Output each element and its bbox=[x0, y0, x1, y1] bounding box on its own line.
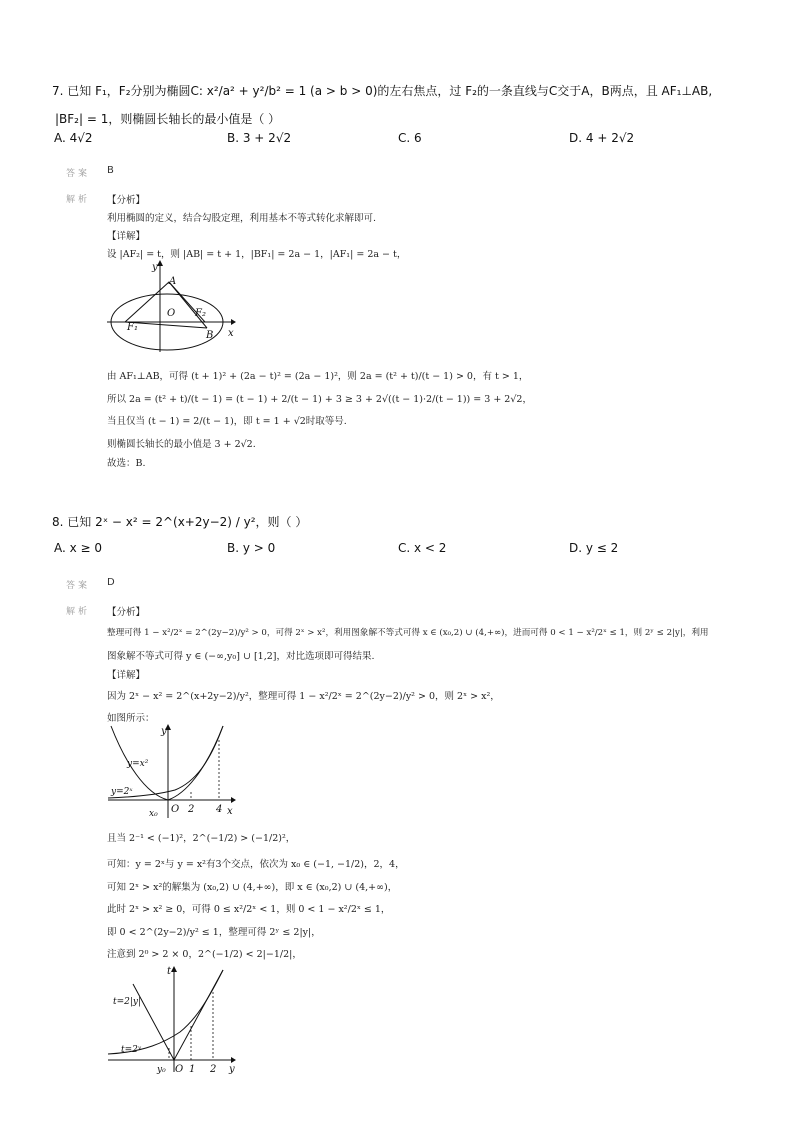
q8-analysis-line1: 整理可得 1 − x²/2ˣ = 2^(2y−2)/y² > 0，可得 2ˣ > x²，利用图象解不等式可得 x ∈ (x₀,2) ∪ (4,+∞)，进而可得 0 < 1 − x²/2ˣ ≤ 1，则 2ʸ ≤ 2|y|，利用 bbox=[107, 628, 709, 638]
q7-stem-line1: 7. 已知 F₁，F₂分别为椭圆C: x²/a² + y²/b² = 1 (a > b > 0)的左右焦点，过 F₂的一条直线与C交于A，B两点，且 AF₁⊥AB, bbox=[52, 84, 713, 98]
q8-analysis-line2: 图象解不等式可得 y ∈ (−∞,y₀] ∪ [1,2]，对比选项即可得结果. bbox=[107, 651, 375, 662]
q7-detail-heading: 【详解】 bbox=[107, 231, 146, 242]
q7-fig-a-label: A bbox=[169, 276, 177, 287]
q8-detail-line2: 如图所示： bbox=[107, 713, 155, 724]
q8-fig1-curve-square-label: y=x² bbox=[127, 759, 149, 769]
q8-detail-line6: 此时 2ˣ > x² ≥ 0，可得 0 ≤ x²/2ˣ < 1，则 0 < 1 − x²/2ˣ ≤ 1， bbox=[107, 904, 391, 915]
q7-option-c: C. 6 bbox=[398, 131, 422, 145]
q7-detail-line3: 所以 2a = (t² + t)/(t − 1) = (t − 1) + 2/(t − 1) + 3 ≥ 3 + 2√((t − 1)·2/(t − 1)) = 3 + 2√2， bbox=[107, 394, 532, 405]
q8-fig2-y-label: y bbox=[229, 1064, 235, 1074]
q7-ellipse-figure bbox=[105, 258, 245, 354]
q8-fig2-tick-2: 2 bbox=[210, 1064, 217, 1074]
q8-detail-line8: 注意到 2⁰ > 2 × 0，2^(−1/2) < 2|−1/2|， bbox=[107, 949, 302, 960]
q8-figure-exp-vs-square bbox=[105, 722, 245, 820]
q8-fig2-y0-label: y₀ bbox=[157, 1065, 166, 1074]
q8-stem: 8. 已知 2ˣ − x² = 2^(x+2y−2) / y²，则（ ） bbox=[52, 515, 308, 529]
q7-detail-line6: 故选：B. bbox=[107, 458, 146, 469]
q7-fig-o-label: O bbox=[167, 308, 176, 319]
q8-fig2-curve-abs-label: t=2|y| bbox=[113, 997, 142, 1007]
q7-fig-f2-label: F₂ bbox=[195, 308, 206, 319]
q7-fig-f1-label: F₁ bbox=[127, 322, 138, 333]
q7-detail-line2: 由 AF₁⊥AB，可得 (t + 1)² + (2a − t)² = (2a − 1)²，则 2a = (t² + t)/(t − 1) > 0，有 t > 1， bbox=[107, 371, 529, 382]
q8-fig2-origin-label: O bbox=[175, 1064, 184, 1074]
q8-analysis-label: 解析 bbox=[66, 607, 91, 617]
q7-answer-label: 答案 bbox=[66, 169, 91, 179]
q8-figure-t-plot bbox=[105, 962, 245, 1074]
q8-fig1-tick-4: 4 bbox=[216, 804, 223, 815]
q8-fig2-curve-exp-label: t=2ʸ bbox=[121, 1045, 142, 1055]
q7-fig-x-label: x bbox=[228, 328, 234, 339]
q8-detail-line3: 且当 2⁻¹ < (−1)²，2^(−1/2) > (−1/2)²， bbox=[107, 833, 296, 844]
q7-detail-line4: 当且仅当 (t − 1) = 2/(t − 1)，即 t = 1 + √2时取等号. bbox=[107, 416, 347, 427]
q8-option-d: D. y ≤ 2 bbox=[569, 541, 619, 555]
q8-fig1-y-label: y bbox=[161, 726, 167, 737]
q8-option-c: C. x < 2 bbox=[398, 541, 447, 555]
q8-answer: D bbox=[107, 577, 115, 588]
q7-fig-y-label: y bbox=[152, 262, 158, 273]
q8-detail-line4: 可知：y = 2ˣ与 y = x²有3个交点，依次为 x₀ ∈ (−1, −1/2)，2，4， bbox=[107, 859, 405, 870]
q8-option-a: A. x ≥ 0 bbox=[54, 541, 103, 555]
q8-fig2-t-label: t bbox=[167, 966, 172, 977]
q8-fig1-x-label: x bbox=[227, 806, 233, 817]
q8-option-b: B. y > 0 bbox=[227, 541, 276, 555]
q8-detail-line7: 即 0 < 2^(2y−2)/y² ≤ 1，整理可得 2ʸ ≤ 2|y|， bbox=[107, 927, 321, 938]
q7-stem-line2: |BF₂| = 1，则椭圆长轴长的最小值是（ ） bbox=[55, 112, 281, 126]
q8-fig1-x0-label: x₀ bbox=[149, 809, 158, 819]
q7-option-d: D. 4 + 2√2 bbox=[569, 131, 635, 145]
q7-detail-line5: 则椭圆长轴长的最小值是 3 + 2√2. bbox=[107, 439, 256, 450]
q7-analysis-heading: 【分析】 bbox=[107, 195, 146, 206]
q7-answer: B bbox=[107, 165, 114, 176]
q8-fig2-tick-1: 1 bbox=[189, 1064, 196, 1074]
q8-answer-label: 答案 bbox=[66, 581, 91, 591]
q8-detail-line1: 因为 2ˣ − x² = 2^(x+2y−2)/y²，整理可得 1 − x²/2ˣ = 2^(2y−2)/y² > 0，则 2ˣ > x²， bbox=[107, 691, 500, 702]
q7-option-a: A. 4√2 bbox=[54, 131, 93, 145]
q8-fig1-tick-2: 2 bbox=[188, 804, 195, 815]
q7-analysis-label: 解析 bbox=[66, 195, 91, 205]
q8-detail-heading: 【详解】 bbox=[107, 670, 146, 681]
q8-analysis-heading: 【分析】 bbox=[107, 607, 146, 618]
q8-fig1-curve-exp-label: y=2ˣ bbox=[111, 787, 133, 797]
q7-fig-b-label: B bbox=[206, 330, 214, 341]
q8-fig1-origin-label: O bbox=[171, 804, 180, 815]
q7-option-b: B. 3 + 2√2 bbox=[227, 131, 292, 145]
q8-detail-line5: 可知 2ˣ > x²的解集为 (x₀,2) ∪ (4,+∞)，即 x ∈ (x₀,2) ∪ (4,+∞)， bbox=[107, 882, 398, 893]
q7-analysis-text: 利用椭圆的定义，结合勾股定理，利用基本不等式转化求解即可. bbox=[107, 213, 377, 224]
q7-detail-line1: 设 |AF₂| = t，则 |AB| = t + 1，|BF₁| = 2a − 1，|AF₁| = 2a − t， bbox=[107, 249, 407, 260]
